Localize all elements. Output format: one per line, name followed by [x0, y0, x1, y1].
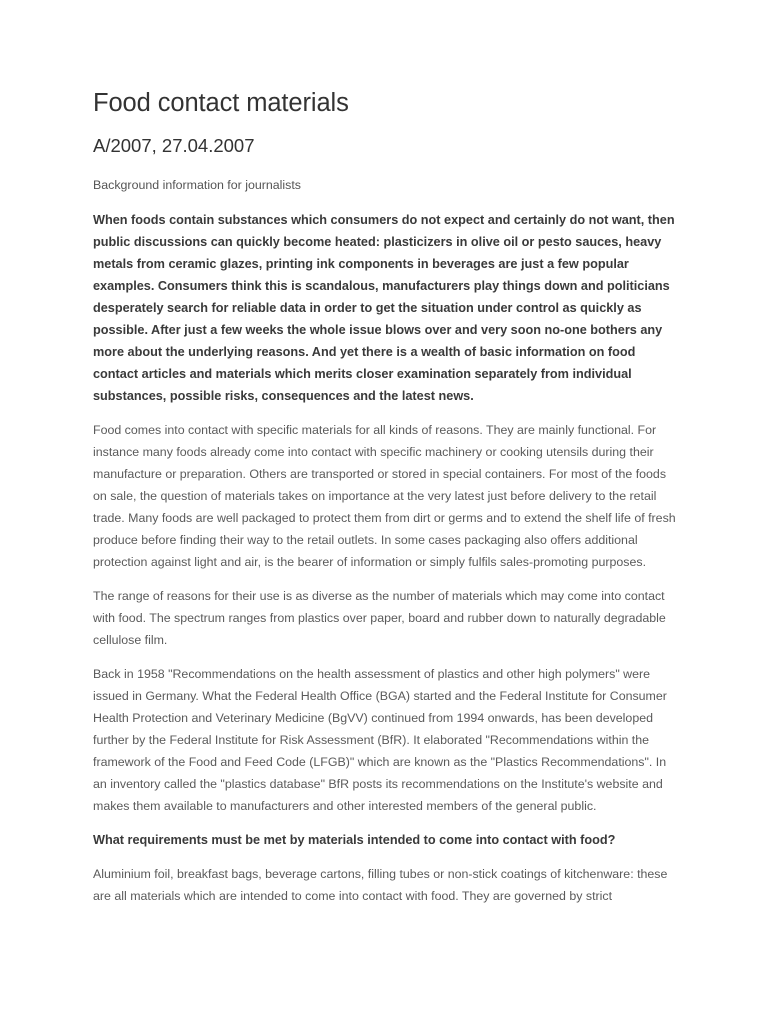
page-title: Food contact materials: [93, 89, 349, 117]
page-subtitle: A/2007, 27.04.2007: [93, 135, 255, 156]
body-paragraph-3: Back in 1958 "Recommendations on the health assessment of plastics and other high polymers" were issued in Germany. What the Federal Health Office (BGA) started and the Federal Institute for Consumer Health Protection and Veterinary Medicine (BgVV) continued from 1994 onwards, has been developed further by the Federal Institute for Risk Assessment (BfR). It elaborated "Recommendations within the framework of the Food and Feed Code (LFGB)" which are known as the "Plastics Recommendations". In an inventory called the "plastics database" BfR posts its recommendations on the Institute's website and makes them available to manufacturers and other interested members of the general public.: [93, 667, 667, 813]
body-paragraph-2: The range of reasons for their use is as diverse as the number of materials which may come into contact with food. The spectrum ranges from plastics over paper, board and rubber down to naturally degradable cellulose film.: [93, 589, 666, 647]
section-question-heading: What requirements must be met by materials intended to come into contact with food?: [93, 833, 616, 847]
body-paragraph-4: Aluminium foil, breakfast bags, beverage cartons, filling tubes or non-stick coatings of kitchenware: these are all materials which are intended to come into contact with food. They are governed by strict: [93, 867, 668, 903]
kicker-text: Background information for journalists: [93, 178, 301, 192]
lead-paragraph: When foods contain substances which consumers do not expect and certainly do not want, then public discussions can quickly become heated: plasticizers in olive oil or pesto sauces, heavy metals from ceramic glazes, printing ink components in beverages are just a few popular examples. Consumers think this is scandalous, manufacturers play things down and politicians desperately search for reliable data in order to get the situation under control as quickly as possible. After just a few weeks the whole issue blows over and very soon no-one bothers any more about the underlying reasons. And yet there is a wealth of basic information on food contact articles and materials which merits closer examination separately from individual substances, possible risks, consequences and the latest news.: [93, 213, 675, 403]
body-paragraph-1: Food comes into contact with specific materials for all kinds of reasons. They are mainly functional. For instance many foods already come into contact with specific machinery or cooking utensils during their manufacture or preparation. Others are transported or stored in special containers. For most of the foods on sale, the question of materials takes on importance at the very latest just before delivery to the retail trade. Many foods are well packaged to protect them from dirt or germs and to extend the shelf life of fresh produce before finding their way to the retail outlets. In some cases packaging also offers additional protection against light and air, is the bearer of information or simply fulfils sales-promoting purposes.: [93, 423, 676, 569]
